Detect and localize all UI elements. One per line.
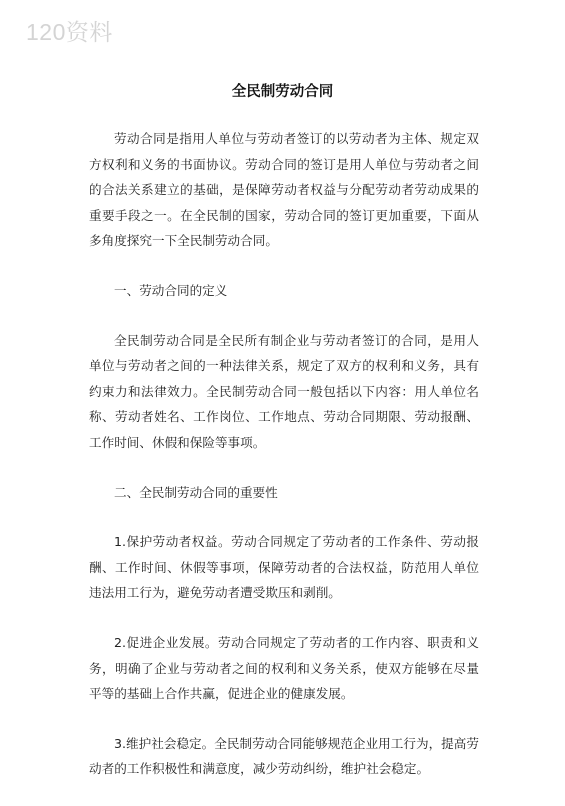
section-heading-definition: 一、劳动合同的定义 <box>114 282 228 298</box>
section-heading-importance: 二、全民制劳动合同的重要性 <box>114 484 278 500</box>
document-title: 全民制劳动合同 <box>231 84 334 100</box>
document-body <box>89 126 479 806</box>
intro-paragraph: 劳动合同是指用人单位与劳动者签订的以劳动者为主体、规定双方权利和义务的书面协议。劳动合同的签订是用人单位与劳动者之间的合法关系建立的基础，是保障劳动者权益与分配劳动者劳动成果的重要手段之一。在全民制的国家，劳动合同的签订更加重要，下面从多角度探究一下全民制劳动合同。 <box>89 131 479 249</box>
point-protect-rights: 1.保护劳动者权益。劳动合同规定了劳动者的工作条件、劳动报酬、工作时间、休假等事项，保障劳动者的合法权益，防范用人单位违法用工行为，避免劳动者遭受欺压和剥削。 <box>89 534 479 601</box>
point-social-stability: 3.维护社会稳定。全民制劳动合同能够规范企业用工行为，提高劳动者的工作积极性和满意度，减少劳动纠纷，维护社会稳定。 <box>89 735 479 777</box>
definition-paragraph: 全民制劳动合同是全民所有制企业与劳动者签订的合同，是用人单位与劳动者之间的一种法律关系，规定了双方的权利和义务，具有约束力和法律效力。全民制劳动合同一般包括以下内容：用人单位名称、劳动者姓名、工作岗位、工作地点、劳动合同期限、劳动报酬、工作时间、休假和保险等事项。 <box>89 332 479 450</box>
watermark: 120资料 <box>26 19 113 45</box>
point-enterprise-development: 2.促进企业发展。劳动合同规定了劳动者的工作内容、职责和义务，明确了企业与劳动者之间的权利和义务关系，使双方能够在尽量平等的基础上合作共赢，促进企业的健康发展。 <box>89 634 479 702</box>
